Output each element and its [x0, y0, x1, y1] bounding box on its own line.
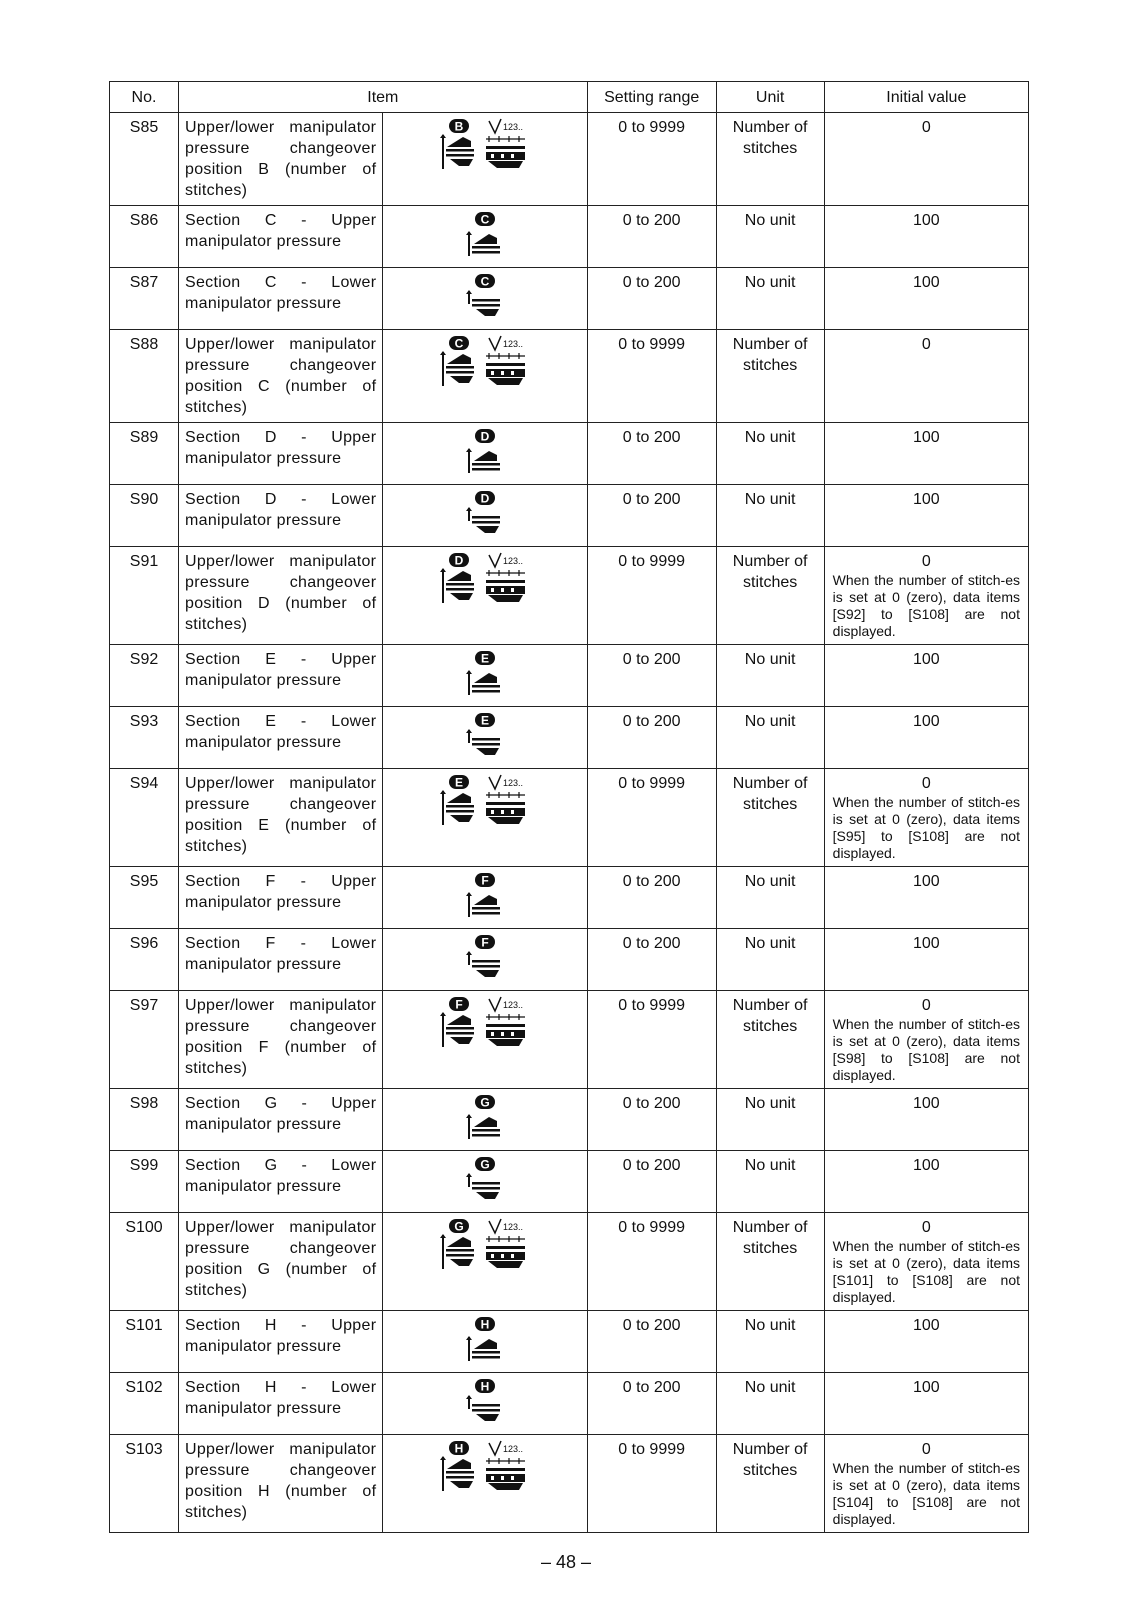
row-icon-cell	[383, 1435, 587, 1533]
table-row	[110, 206, 1029, 268]
row-unit: Number of stitches	[716, 547, 824, 645]
row-initial-value	[824, 707, 1028, 769]
row-item: Upper/lower manipulator pressure changeover position E (number of stitches)	[179, 769, 383, 867]
table-row	[110, 867, 1029, 929]
svg-text:G: G	[480, 1095, 490, 1110]
row-no: S91	[110, 547, 179, 645]
lower-manipulator-pressure-icon	[385, 711, 584, 759]
row-unit: Number of stitches	[716, 769, 824, 867]
row-item: Section H - Upper manipulator pressure	[179, 1311, 383, 1373]
row-initial-value	[824, 268, 1028, 330]
row-initial-value	[824, 206, 1028, 268]
row-setting-range: 0 to 200	[587, 1373, 716, 1435]
row-no: S88	[110, 330, 179, 423]
row-initial-value	[824, 991, 1028, 1089]
row-setting-range: 0 to 9999	[587, 113, 716, 206]
table-row	[110, 423, 1029, 485]
row-unit: No unit	[716, 485, 824, 547]
svg-text:123..: 123..	[502, 1444, 524, 1454]
row-no: S101	[110, 1311, 179, 1373]
lower-manipulator-pressure-icon	[385, 1377, 584, 1425]
row-no: S85	[110, 113, 179, 206]
initial-value: 0	[921, 1219, 931, 1236]
row-unit: No unit	[716, 1089, 824, 1151]
row-no: S86	[110, 206, 179, 268]
row-item: Section H - Lower manipulator pressure	[179, 1373, 383, 1435]
row-item: Section G - Lower manipulator pressure	[179, 1151, 383, 1213]
row-item: Section D - Upper manipulator pressure	[179, 423, 383, 485]
table-row	[110, 547, 1029, 645]
row-initial-value	[824, 547, 1028, 645]
row-unit: No unit	[716, 645, 824, 707]
row-unit: Number of stitches	[716, 330, 824, 423]
row-no: S99	[110, 1151, 179, 1213]
pressure-changeover-position-icon	[385, 334, 584, 390]
row-item: Section E - Lower manipulator pressure	[179, 707, 383, 769]
initial-value: 100	[912, 491, 940, 508]
row-setting-range: 0 to 200	[587, 268, 716, 330]
row-item: Upper/lower manipulator pressure changeover position B (number of stitches)	[179, 113, 383, 206]
row-no: S89	[110, 423, 179, 485]
row-unit: No unit	[716, 929, 824, 991]
header-setting-range: Setting range	[587, 82, 716, 113]
row-setting-range: 0 to 200	[587, 645, 716, 707]
row-setting-range: 0 to 9999	[587, 991, 716, 1089]
row-initial-value	[824, 485, 1028, 547]
row-icon-cell	[383, 547, 587, 645]
row-item: Upper/lower manipulator pressure changeover position D (number of stitches)	[179, 547, 383, 645]
row-item: Section C - Upper manipulator pressure	[179, 206, 383, 268]
initial-value: 0	[921, 997, 931, 1014]
table-row	[110, 707, 1029, 769]
row-setting-range: 0 to 200	[587, 929, 716, 991]
row-unit: Number of stitches	[716, 1435, 824, 1533]
row-no: S102	[110, 1373, 179, 1435]
row-setting-range: 0 to 200	[587, 867, 716, 929]
svg-text:F: F	[455, 997, 463, 1012]
row-unit: No unit	[716, 707, 824, 769]
row-no: S95	[110, 867, 179, 929]
lower-manipulator-pressure-icon	[385, 272, 584, 320]
lower-manipulator-pressure-icon	[385, 1155, 584, 1203]
initial-value: 100	[912, 651, 940, 668]
row-item: Section E - Upper manipulator pressure	[179, 645, 383, 707]
row-initial-value	[824, 867, 1028, 929]
row-icon-cell	[383, 1373, 587, 1435]
lower-manipulator-pressure-icon	[385, 933, 584, 981]
row-no: S90	[110, 485, 179, 547]
row-icon-cell	[383, 206, 587, 268]
svg-text:H: H	[454, 1441, 464, 1456]
pressure-changeover-position-icon	[385, 995, 584, 1051]
row-no: S87	[110, 268, 179, 330]
svg-text:C: C	[480, 212, 490, 227]
row-unit: No unit	[716, 423, 824, 485]
svg-text:H: H	[480, 1317, 490, 1332]
initial-value-note: When the number of stitch-es is set at 0 (zero), data items [S101] to [S108] are not displayed.	[832, 1238, 1020, 1305]
row-unit: No unit	[716, 1373, 824, 1435]
svg-text:D: D	[480, 491, 490, 506]
row-item: Section F - Lower manipulator pressure	[179, 929, 383, 991]
svg-text:123..: 123..	[502, 556, 524, 566]
row-initial-value	[824, 1373, 1028, 1435]
svg-text:123..: 123..	[502, 1222, 524, 1232]
row-setting-range: 0 to 9999	[587, 1435, 716, 1533]
row-icon-cell	[383, 423, 587, 485]
row-icon-cell	[383, 1151, 587, 1213]
row-setting-range: 0 to 200	[587, 206, 716, 268]
table-row	[110, 113, 1029, 206]
upper-manipulator-pressure-icon	[385, 1315, 584, 1367]
row-initial-value	[824, 1151, 1028, 1213]
row-item: Section F - Upper manipulator pressure	[179, 867, 383, 929]
pressure-changeover-position-icon	[385, 1217, 584, 1273]
svg-text:123..: 123..	[502, 1000, 524, 1010]
initial-value: 0	[921, 336, 931, 353]
page-number: – 48 –	[540, 1552, 592, 1572]
lower-manipulator-pressure-icon	[385, 489, 584, 537]
row-no: S98	[110, 1089, 179, 1151]
row-setting-range: 0 to 200	[587, 1089, 716, 1151]
row-no: S96	[110, 929, 179, 991]
table-row	[110, 1435, 1029, 1533]
row-unit: No unit	[716, 1311, 824, 1373]
svg-text:123..: 123..	[502, 122, 524, 132]
table-row	[110, 929, 1029, 991]
pressure-changeover-position-icon	[385, 551, 584, 607]
table-row	[110, 991, 1029, 1089]
header-item: Item	[179, 82, 588, 113]
row-setting-range: 0 to 200	[587, 423, 716, 485]
svg-text:E: E	[480, 713, 489, 728]
svg-text:B: B	[454, 119, 464, 134]
table-row	[110, 1089, 1029, 1151]
initial-value: 0	[921, 775, 931, 792]
row-unit: Number of stitches	[716, 113, 824, 206]
row-setting-range: 0 to 9999	[587, 769, 716, 867]
pressure-changeover-position-icon	[385, 773, 584, 829]
initial-value: 100	[912, 1317, 940, 1334]
row-item: Upper/lower manipulator pressure changeover position G (number of stitches)	[179, 1213, 383, 1311]
row-icon-cell	[383, 485, 587, 547]
initial-value: 100	[912, 713, 940, 730]
svg-text:123..: 123..	[502, 778, 524, 788]
row-icon-cell	[383, 991, 587, 1089]
table-row	[110, 485, 1029, 547]
row-setting-range: 0 to 200	[587, 1151, 716, 1213]
table-header-row	[110, 82, 1029, 113]
row-icon-cell	[383, 1213, 587, 1311]
row-icon-cell	[383, 1089, 587, 1151]
header-unit: Unit	[716, 82, 824, 113]
row-unit: No unit	[716, 867, 824, 929]
svg-text:F: F	[481, 873, 489, 888]
table-row	[110, 769, 1029, 867]
row-initial-value	[824, 929, 1028, 991]
initial-value-note: When the number of stitch-es is set at 0 (zero), data items [S95] to [S108] are not displayed.	[832, 794, 1020, 861]
row-icon-cell	[383, 268, 587, 330]
row-setting-range: 0 to 9999	[587, 547, 716, 645]
row-no: S94	[110, 769, 179, 867]
pressure-changeover-position-icon	[385, 117, 584, 173]
svg-text:H: H	[480, 1379, 490, 1394]
initial-value: 100	[912, 1379, 940, 1396]
row-setting-range: 0 to 9999	[587, 330, 716, 423]
row-icon-cell	[383, 645, 587, 707]
initial-value: 100	[912, 1157, 940, 1174]
row-initial-value	[824, 1213, 1028, 1311]
row-initial-value	[824, 1089, 1028, 1151]
row-item: Section D - Lower manipulator pressure	[179, 485, 383, 547]
row-item: Upper/lower manipulator pressure changeover position F (number of stitches)	[179, 991, 383, 1089]
initial-value-note: When the number of stitch-es is set at 0 (zero), data items [S98] to [S108] are not displayed.	[832, 1016, 1020, 1083]
row-initial-value	[824, 113, 1028, 206]
row-unit: Number of stitches	[716, 991, 824, 1089]
svg-text:E: E	[454, 775, 463, 790]
svg-text:D: D	[454, 553, 464, 568]
row-unit: No unit	[716, 206, 824, 268]
row-item: Upper/lower manipulator pressure changeover position C (number of stitches)	[179, 330, 383, 423]
svg-text:F: F	[481, 935, 489, 950]
table-row	[110, 645, 1029, 707]
row-unit: Number of stitches	[716, 1213, 824, 1311]
svg-text:E: E	[480, 651, 489, 666]
row-initial-value	[824, 645, 1028, 707]
initial-value: 100	[912, 212, 940, 229]
svg-text:123..: 123..	[502, 339, 524, 349]
table-row	[110, 330, 1029, 423]
svg-text:C: C	[454, 336, 464, 351]
row-setting-range: 0 to 200	[587, 485, 716, 547]
row-setting-range: 0 to 200	[587, 1311, 716, 1373]
svg-text:G: G	[454, 1219, 464, 1234]
row-no: S103	[110, 1435, 179, 1533]
upper-manipulator-pressure-icon	[385, 649, 584, 701]
upper-manipulator-pressure-icon	[385, 871, 584, 923]
row-icon-cell	[383, 929, 587, 991]
table-row	[110, 268, 1029, 330]
row-no: S100	[110, 1213, 179, 1311]
header-initial-value: Initial value	[824, 82, 1028, 113]
row-initial-value	[824, 1311, 1028, 1373]
initial-value-note: When the number of stitch-es is set at 0 (zero), data items [S92] to [S108] are not displayed.	[832, 572, 1020, 639]
row-setting-range: 0 to 200	[587, 707, 716, 769]
initial-value: 0	[921, 553, 931, 570]
row-initial-value	[824, 423, 1028, 485]
row-icon-cell	[383, 707, 587, 769]
row-item: Section C - Lower manipulator pressure	[179, 268, 383, 330]
row-icon-cell	[383, 769, 587, 867]
initial-value: 100	[912, 1095, 940, 1112]
initial-value: 0	[921, 119, 931, 136]
row-initial-value	[824, 1435, 1028, 1533]
initial-value: 100	[912, 429, 940, 446]
row-initial-value	[824, 330, 1028, 423]
svg-text:G: G	[480, 1157, 490, 1172]
pressure-changeover-position-icon	[385, 1439, 584, 1495]
row-no: S92	[110, 645, 179, 707]
row-no: S93	[110, 707, 179, 769]
initial-value: 100	[912, 873, 940, 890]
row-item: Section G - Upper manipulator pressure	[179, 1089, 383, 1151]
row-setting-range: 0 to 9999	[587, 1213, 716, 1311]
settings-table	[109, 81, 1029, 1533]
row-unit: No unit	[716, 1151, 824, 1213]
svg-text:C: C	[480, 274, 490, 289]
table-row	[110, 1213, 1029, 1311]
initial-value: 0	[921, 1441, 931, 1458]
svg-text:D: D	[480, 429, 490, 444]
initial-value-note: When the number of stitch-es is set at 0 (zero), data items [S104] to [S108] are not displayed.	[832, 1460, 1020, 1527]
table-row	[110, 1311, 1029, 1373]
table-row	[110, 1373, 1029, 1435]
row-initial-value	[824, 769, 1028, 867]
row-icon-cell	[383, 867, 587, 929]
initial-value: 100	[912, 274, 940, 291]
upper-manipulator-pressure-icon	[385, 210, 584, 262]
header-no: No.	[110, 82, 179, 113]
row-icon-cell	[383, 1311, 587, 1373]
row-icon-cell	[383, 330, 587, 423]
table-row	[110, 1151, 1029, 1213]
row-unit: No unit	[716, 268, 824, 330]
row-icon-cell	[383, 113, 587, 206]
row-no: S97	[110, 991, 179, 1089]
upper-manipulator-pressure-icon	[385, 1093, 584, 1145]
row-item: Upper/lower manipulator pressure changeover position H (number of stitches)	[179, 1435, 383, 1533]
table-body	[110, 113, 1029, 1533]
initial-value: 100	[912, 935, 940, 952]
upper-manipulator-pressure-icon	[385, 427, 584, 479]
